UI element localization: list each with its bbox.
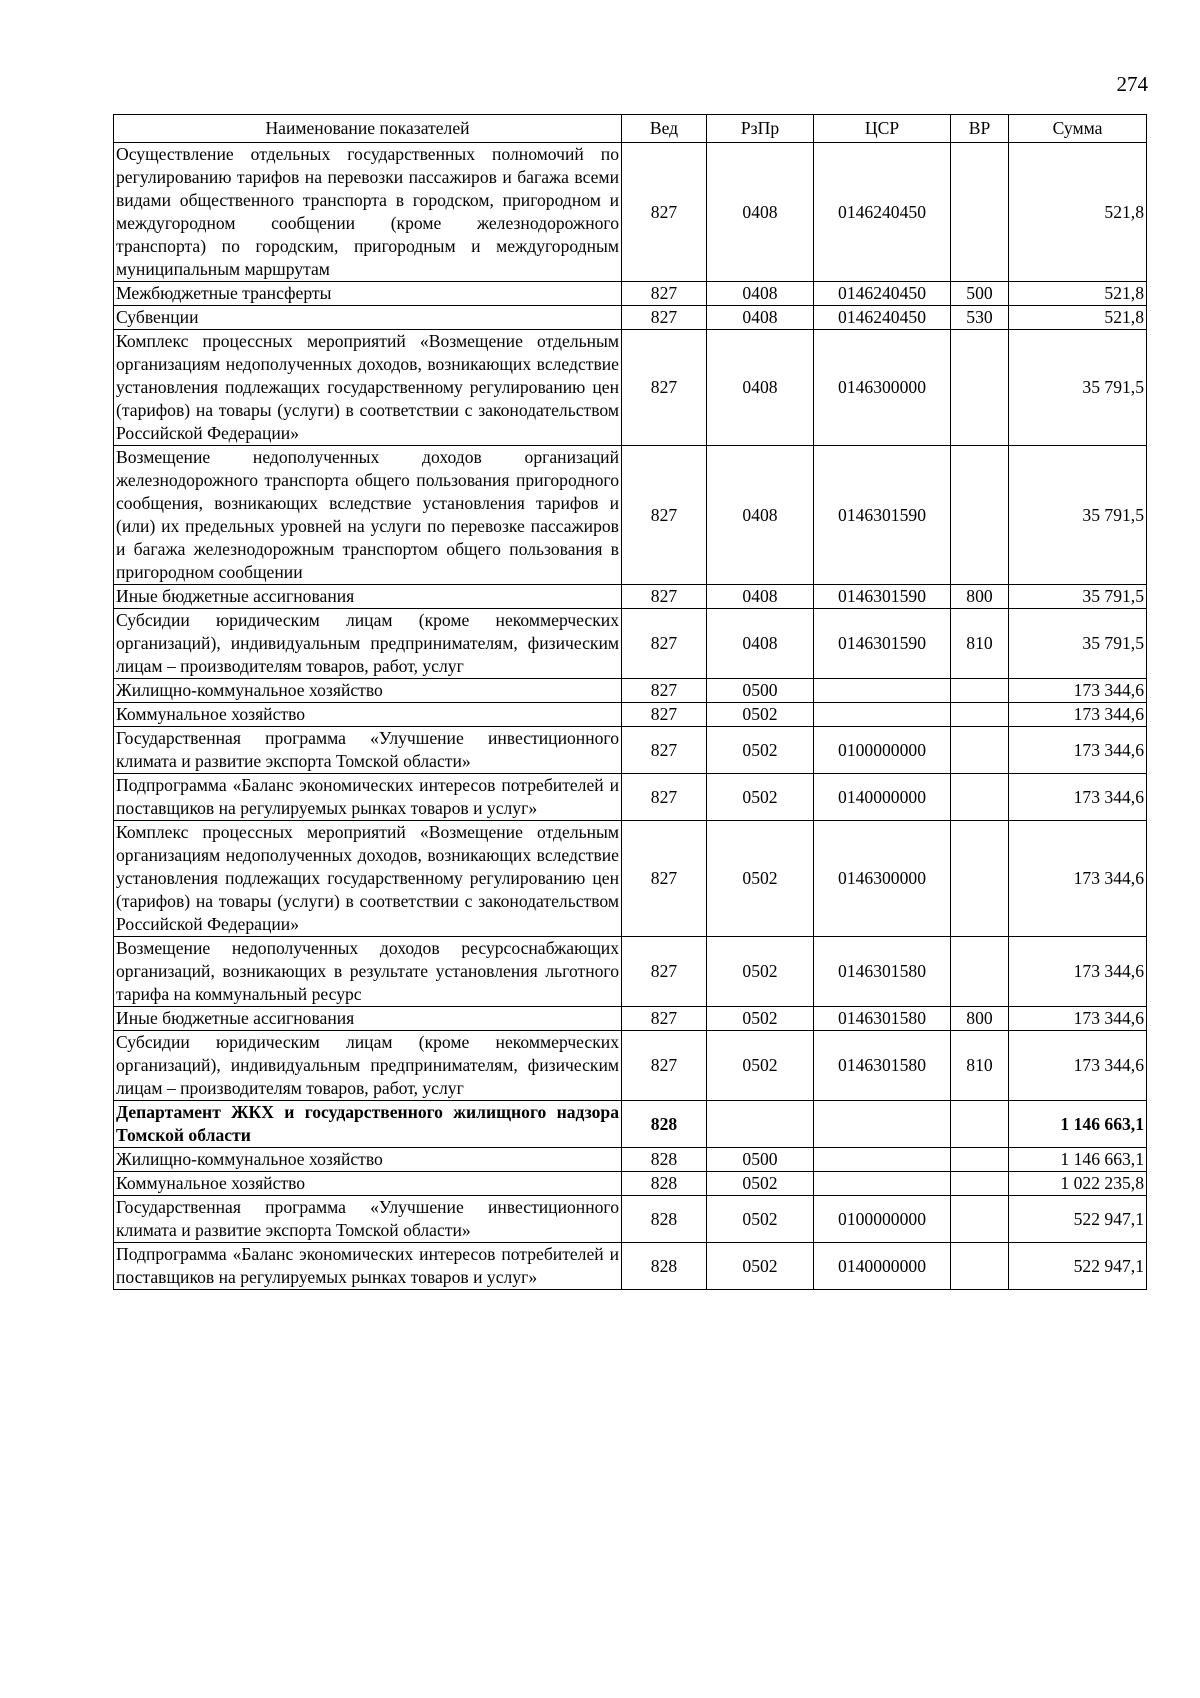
row-ved: 828 (622, 1196, 707, 1243)
row-csr: 0146240450 (814, 306, 951, 330)
row-vr (951, 937, 1009, 1007)
header-rzpr: РзПр (707, 115, 814, 143)
row-name: Субсидии юридическим лицам (кроме некоммерческих организаций), индивидуальным предпринимателям, физическим лицам – производителям товаров, работ, услуг (114, 1031, 622, 1101)
row-rzpr: 0502 (707, 1196, 814, 1243)
row-vr (951, 679, 1009, 703)
row-rzpr: 0502 (707, 821, 814, 937)
row-name: Иные бюджетные ассигнования (114, 1007, 622, 1031)
row-vr (951, 821, 1009, 937)
row-csr (814, 1101, 951, 1148)
table-row (114, 1148, 1147, 1172)
table-row (114, 937, 1147, 1007)
row-sum: 522 947,1 (1009, 1243, 1147, 1290)
row-csr: 0146240450 (814, 282, 951, 306)
row-csr: 0146301590 (814, 585, 951, 609)
row-sum: 173 344,6 (1009, 727, 1147, 774)
row-name: Подпрограмма «Баланс экономических интересов потребителей и поставщиков на регулируемых рынках товаров и услуг» (114, 1243, 622, 1290)
row-ved: 827 (622, 446, 707, 585)
row-name: Возмещение недополученных доходов организаций железнодорожного транспорта общего пользования пригородного сообщения, возникающих вследствие установления тарифов и (или) их предельных уровней на услуги по перевозке пассажиров и багажа железнодорожным транспортом общего пользования в пригородном сообщении (114, 446, 622, 585)
row-sum: 522 947,1 (1009, 1196, 1147, 1243)
row-rzpr: 0502 (707, 703, 814, 727)
row-rzpr: 0500 (707, 679, 814, 703)
table-row (114, 282, 1147, 306)
row-rzpr (707, 1101, 814, 1148)
row-sum: 35 791,5 (1009, 446, 1147, 585)
row-ved: 827 (622, 585, 707, 609)
row-csr: 0146300000 (814, 821, 951, 937)
row-ved: 827 (622, 282, 707, 306)
row-vr: 500 (951, 282, 1009, 306)
row-vr (951, 727, 1009, 774)
row-vr (951, 143, 1009, 282)
row-sum: 35 791,5 (1009, 585, 1147, 609)
row-csr (814, 1148, 951, 1172)
row-csr: 0146301590 (814, 609, 951, 679)
row-ved: 827 (622, 143, 707, 282)
table-row (114, 1031, 1147, 1101)
row-sum: 173 344,6 (1009, 937, 1147, 1007)
row-vr (951, 1148, 1009, 1172)
row-vr (951, 703, 1009, 727)
row-name: Субвенции (114, 306, 622, 330)
row-sum: 173 344,6 (1009, 679, 1147, 703)
row-csr (814, 703, 951, 727)
table-row (114, 1172, 1147, 1196)
row-sum: 1 146 663,1 (1009, 1101, 1147, 1148)
table-row (114, 446, 1147, 585)
row-sum: 521,8 (1009, 306, 1147, 330)
row-rzpr: 0502 (707, 727, 814, 774)
table-row (114, 330, 1147, 446)
table-row (114, 585, 1147, 609)
header-csr: ЦСР (814, 115, 951, 143)
table-header-row (114, 115, 1147, 143)
row-ved: 827 (622, 1031, 707, 1101)
row-name: Комплекс процессных мероприятий «Возмещение отдельным организациям недополученных доходов, возникающих вследствие установления подлежащих государственному регулированию цен (тарифов) на товары (услуги) в соответствии с законодательством Российской Федерации» (114, 821, 622, 937)
table-row (114, 727, 1147, 774)
row-name: Государственная программа «Улучшение инвестиционного климата и развитие экспорта Томской области» (114, 1196, 622, 1243)
row-rzpr: 0408 (707, 143, 814, 282)
row-csr: 0140000000 (814, 1243, 951, 1290)
row-csr: 0140000000 (814, 774, 951, 821)
row-ved: 827 (622, 774, 707, 821)
row-name: Возмещение недополученных доходов ресурсоснабжающих организаций, возникающих в результате установления льготного тарифа на коммунальный ресурс (114, 937, 622, 1007)
row-vr: 810 (951, 1031, 1009, 1101)
page-number: 274 (1116, 72, 1148, 96)
row-name: Межбюджетные трансферты (114, 282, 622, 306)
row-rzpr: 0500 (707, 1148, 814, 1172)
row-vr (951, 774, 1009, 821)
row-sum: 173 344,6 (1009, 1031, 1147, 1101)
row-vr: 810 (951, 609, 1009, 679)
row-rzpr: 0408 (707, 585, 814, 609)
row-ved: 827 (622, 727, 707, 774)
row-csr: 0146301580 (814, 1031, 951, 1101)
row-ved: 828 (622, 1101, 707, 1148)
row-sum: 35 791,5 (1009, 330, 1147, 446)
row-sum: 173 344,6 (1009, 1007, 1147, 1031)
row-ved: 828 (622, 1243, 707, 1290)
budget-table (113, 114, 1147, 1290)
row-name: Жилищно-коммунальное хозяйство (114, 1148, 622, 1172)
row-vr (951, 330, 1009, 446)
header-vr: ВР (951, 115, 1009, 143)
row-csr: 0100000000 (814, 727, 951, 774)
row-name: Коммунальное хозяйство (114, 1172, 622, 1196)
row-ved: 827 (622, 703, 707, 727)
row-rzpr: 0502 (707, 1243, 814, 1290)
row-name: Государственная программа «Улучшение инвестиционного климата и развитие экспорта Томской области» (114, 727, 622, 774)
row-name: Осуществление отдельных государственных полномочий по регулированию тарифов на перевозки пассажиров и багажа всеми видами общественного транспорта в городском, пригородном и междугородном сообщении (кроме железнодорожного транспорта) по городским, пригородным и междугородным муниципальным маршрутам (114, 143, 622, 282)
row-sum: 35 791,5 (1009, 609, 1147, 679)
row-sum: 521,8 (1009, 143, 1147, 282)
table-row (114, 821, 1147, 937)
row-csr: 0146240450 (814, 143, 951, 282)
row-name: Коммунальное хозяйство (114, 703, 622, 727)
row-vr (951, 1196, 1009, 1243)
row-csr: 0146300000 (814, 330, 951, 446)
row-ved: 827 (622, 937, 707, 1007)
row-csr: 0146301580 (814, 1007, 951, 1031)
row-ved: 827 (622, 821, 707, 937)
row-rzpr: 0408 (707, 306, 814, 330)
row-vr: 800 (951, 585, 1009, 609)
header-sum: Сумма (1009, 115, 1147, 143)
table-row (114, 679, 1147, 703)
table-row (114, 609, 1147, 679)
row-name: Департамент ЖКХ и государственного жилищного надзора Томской области (114, 1101, 622, 1148)
row-sum: 173 344,6 (1009, 703, 1147, 727)
row-vr (951, 1172, 1009, 1196)
row-ved: 827 (622, 679, 707, 703)
row-csr: 0146301580 (814, 937, 951, 1007)
row-vr (951, 1101, 1009, 1148)
row-rzpr: 0502 (707, 1172, 814, 1196)
row-vr: 530 (951, 306, 1009, 330)
row-csr: 0100000000 (814, 1196, 951, 1243)
row-name: Подпрограмма «Баланс экономических интересов потребителей и поставщиков на регулируемых рынках товаров и услуг» (114, 774, 622, 821)
row-csr: 0146301590 (814, 446, 951, 585)
row-rzpr: 0502 (707, 937, 814, 1007)
row-sum: 1 022 235,8 (1009, 1172, 1147, 1196)
table-row (114, 1243, 1147, 1290)
row-rzpr: 0408 (707, 446, 814, 585)
row-rzpr: 0502 (707, 1031, 814, 1101)
row-ved: 827 (622, 306, 707, 330)
row-rzpr: 0408 (707, 330, 814, 446)
row-rzpr: 0408 (707, 282, 814, 306)
table-row (114, 774, 1147, 821)
row-sum: 173 344,6 (1009, 774, 1147, 821)
table-row (114, 1196, 1147, 1243)
row-vr (951, 1243, 1009, 1290)
row-name: Жилищно-коммунальное хозяйство (114, 679, 622, 703)
row-ved: 828 (622, 1148, 707, 1172)
row-sum: 521,8 (1009, 282, 1147, 306)
row-ved: 828 (622, 1172, 707, 1196)
row-name: Комплекс процессных мероприятий «Возмещение отдельным организациям недополученных доходов, возникающих вследствие установления подлежащих государственному регулированию цен (тарифов) на товары (услуги) в соответствии с законодательством Российской Федерации» (114, 330, 622, 446)
row-sum: 1 146 663,1 (1009, 1148, 1147, 1172)
header-ved: Вед (622, 115, 707, 143)
row-name: Иные бюджетные ассигнования (114, 585, 622, 609)
row-vr: 800 (951, 1007, 1009, 1031)
row-rzpr: 0502 (707, 774, 814, 821)
row-csr (814, 679, 951, 703)
table-row (114, 703, 1147, 727)
row-rzpr: 0502 (707, 1007, 814, 1031)
row-ved: 827 (622, 330, 707, 446)
row-ved: 827 (622, 1007, 707, 1031)
row-sum: 173 344,6 (1009, 821, 1147, 937)
table-row (114, 1007, 1147, 1031)
row-ved: 827 (622, 609, 707, 679)
header-name: Наименование показателей (114, 115, 622, 143)
row-csr (814, 1172, 951, 1196)
table-row (114, 143, 1147, 282)
table-row (114, 1101, 1147, 1148)
table-row (114, 306, 1147, 330)
row-vr (951, 446, 1009, 585)
row-rzpr: 0408 (707, 609, 814, 679)
row-name: Субсидии юридическим лицам (кроме некоммерческих организаций), индивидуальным предпринимателям, физическим лицам – производителям товаров, работ, услуг (114, 609, 622, 679)
